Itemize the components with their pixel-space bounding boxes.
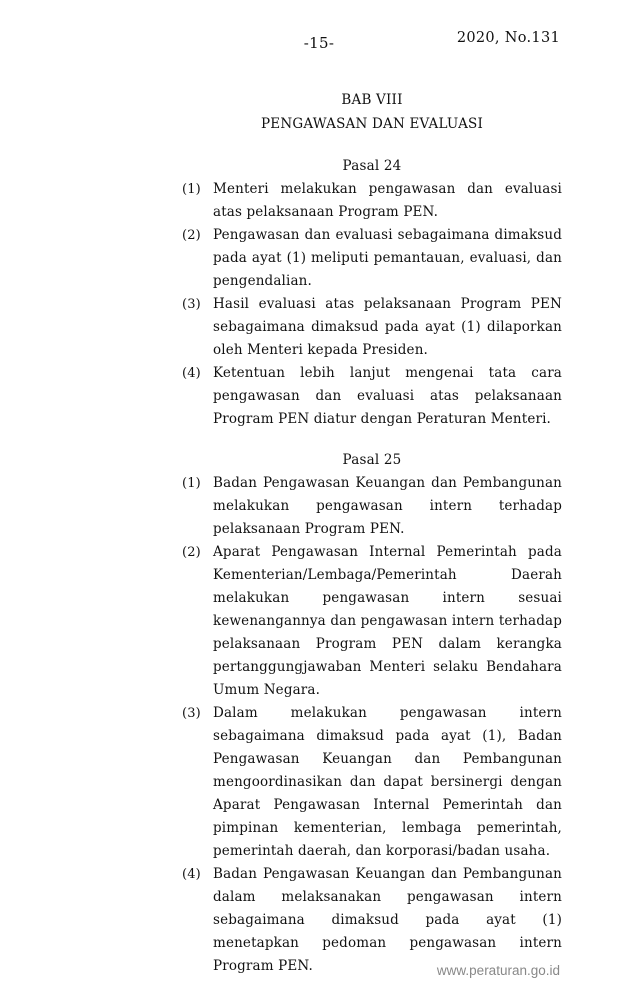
clause-text: Badan Pengawasan Keuangan dan Pembangunan melakukan pengawasan intern terhadap pelaksanaan Program PEN. (213, 475, 562, 537)
document-reference: 2020, No.131 (456, 30, 560, 46)
clause-text: Pengawasan dan evaluasi sebagaimana dimaksud pada ayat (1) meliputi pemantauan, evaluasi, dan pengendalian. (213, 227, 562, 289)
clause-number: (4) (182, 867, 201, 882)
article-heading: Pasal 24 (342, 158, 402, 174)
clause-text: Dalam melakukan pengawasan intern sebagaimana dimaksud pada ayat (1), Badan Pengawasan Keuangan dan Pembangunan mengoordinasikan dan dapat bersinergi dengan Aparat Pengawasan Internal Pemerintah dan pimpinan kementerian, lembaga pemerintah, pemerintah daerah, dan korporasi/badan usaha. (213, 705, 562, 859)
clause (182, 863, 562, 978)
page-number: -15- (303, 34, 335, 52)
clause-number: (1) (182, 182, 201, 197)
article-heading: Pasal 25 (342, 452, 402, 468)
footer-url: www.peraturan.go.id (436, 963, 560, 978)
chapter-subtitle: PENGAWASAN DAN EVALUASI (260, 116, 484, 132)
clause-text: Hasil evaluasi atas pelaksanaan Program PEN sebagaimana dimaksud pada ayat (1) dilaporkan oleh Menteri kepada Presiden. (213, 296, 562, 358)
clause-number: (3) (182, 297, 201, 312)
clause-number: (2) (182, 228, 201, 243)
clause-number: (4) (182, 366, 201, 381)
clause-number: (1) (182, 476, 201, 491)
clause-text: Aparat Pengawasan Internal Pemerintah pada Kementerian/Lembaga/Pemerintah Daerah melakukan pengawasan intern sesuai kewenangannya dan pengawasan intern terhadap pelaksanaan Program PEN dalam kerangka pertanggungjawaban Menteri selaku Bendahara Umum Negara. (213, 544, 562, 698)
clause-text: Ketentuan lebih lanjut mengenai tata cara pengawasan dan evaluasi atas pelaksanaan Program PEN diatur dengan Peraturan Menteri. (213, 365, 562, 427)
chapter-title: BAB VIII (341, 92, 403, 108)
clause (182, 702, 562, 863)
clause (182, 472, 562, 541)
article-24 (182, 158, 562, 431)
clause (182, 293, 562, 362)
clause (182, 541, 562, 702)
clause (182, 224, 562, 293)
clause-text: Menteri melakukan pengawasan dan evaluasi atas pelaksanaan Program PEN. (213, 181, 562, 220)
clause-number: (3) (182, 706, 201, 721)
article-25 (182, 452, 562, 978)
clause-text: Badan Pengawasan Keuangan dan Pembangunan dalam melaksanakan pengawasan intern sebagaimana dimaksud pada ayat (1) menetapkan pedoman pengawasan intern Program PEN. (213, 866, 562, 974)
clause (182, 178, 562, 224)
clause-number: (2) (182, 545, 201, 560)
clause (182, 362, 562, 431)
